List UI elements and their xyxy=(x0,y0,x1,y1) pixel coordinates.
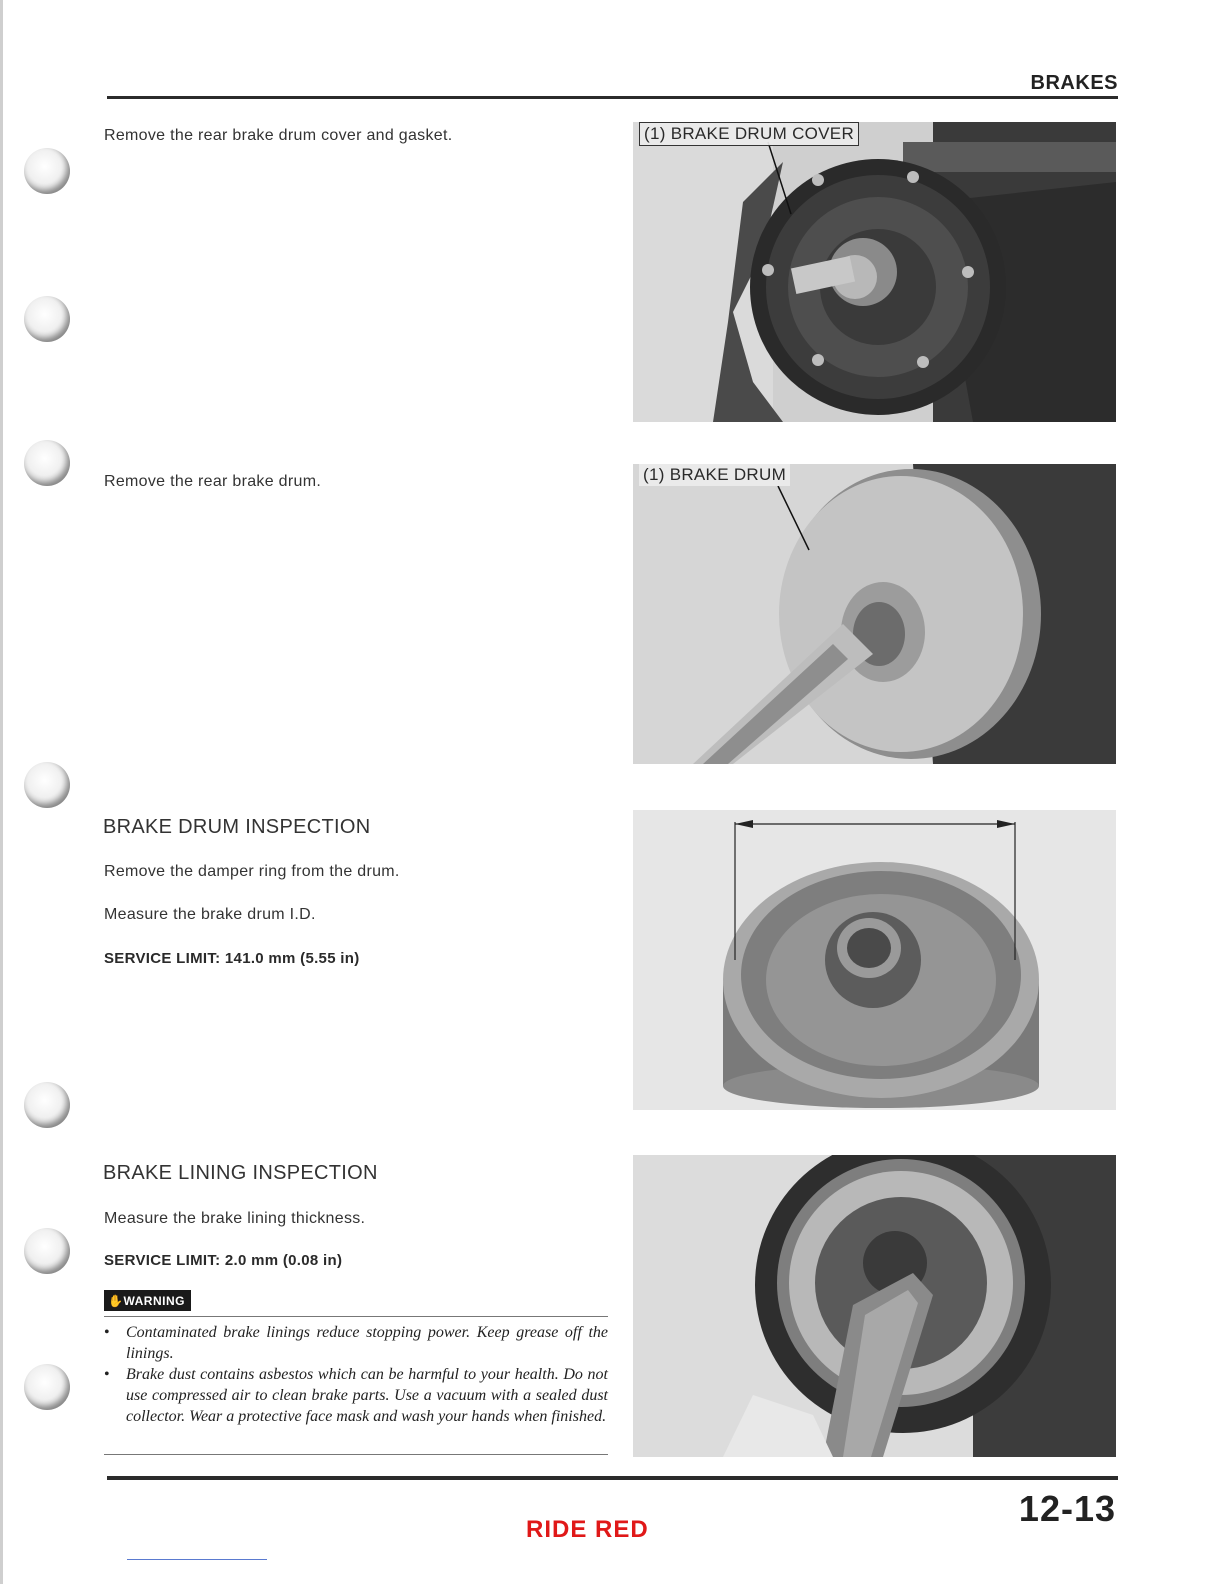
drum-inspection-step1: Remove the damper ring from the drum. xyxy=(104,863,400,880)
lining-service-limit: SERVICE LIMIT: 2.0 mm (0.08 in) xyxy=(104,1252,343,1269)
footer-rule xyxy=(107,1476,1118,1480)
photo1-label: (1) BRAKE DRUM COVER xyxy=(639,122,859,146)
warning-item: • Brake dust contains asbestos which can be harmful to your health. Do not use compressed air to clean brake parts. Use a vacuum with a sealed dust collector. Wear a protective face mask and wash your hands when finished. xyxy=(104,1366,608,1425)
header-rule xyxy=(107,96,1118,99)
drum-inspection-heading: BRAKE DRUM INSPECTION xyxy=(103,816,371,838)
warning-badge: ✋WARNING xyxy=(104,1290,191,1311)
photo-brake-drum xyxy=(633,464,1116,764)
footer-brand: RIDE RED xyxy=(526,1516,649,1543)
binder-hole xyxy=(24,148,70,194)
drum-service-limit: SERVICE LIMIT: 141.0 mm (5.55 in) xyxy=(104,950,360,967)
photo2-label: (1) BRAKE DRUM xyxy=(639,464,790,486)
page-left-edge xyxy=(0,0,3,1584)
warning-rule xyxy=(104,1316,608,1317)
binder-hole xyxy=(24,1228,70,1274)
binder-hole xyxy=(24,1364,70,1410)
page-number: 12-13 xyxy=(1018,1488,1116,1529)
lining-inspection-heading: BRAKE LINING INSPECTION xyxy=(103,1162,378,1184)
binder-hole xyxy=(24,296,70,342)
photo-drum-inspection xyxy=(633,810,1116,1110)
binder-hole xyxy=(24,1082,70,1128)
warning-rule-bottom xyxy=(104,1454,608,1455)
step-remove-drum-cover: Remove the rear brake drum cover and gasket. xyxy=(104,127,453,144)
bottom-link-underline[interactable] xyxy=(127,1559,267,1560)
binder-hole xyxy=(24,440,70,486)
binder-hole xyxy=(24,762,70,808)
photo-lining-inspection xyxy=(633,1155,1116,1457)
lining-inspection-step1: Measure the brake lining thickness. xyxy=(104,1210,366,1227)
warning-hand-icon: ✋ xyxy=(108,1294,124,1308)
drum-inspection-step2: Measure the brake drum I.D. xyxy=(104,906,316,923)
step-remove-drum: Remove the rear brake drum. xyxy=(104,473,322,490)
warning-item: • Contaminated brake linings reduce stopping power. Keep grease off the linings. xyxy=(104,1324,608,1362)
section-header: BRAKES xyxy=(1030,72,1118,94)
photo-brake-drum-cover xyxy=(633,122,1116,422)
warning-list xyxy=(104,1322,608,1427)
